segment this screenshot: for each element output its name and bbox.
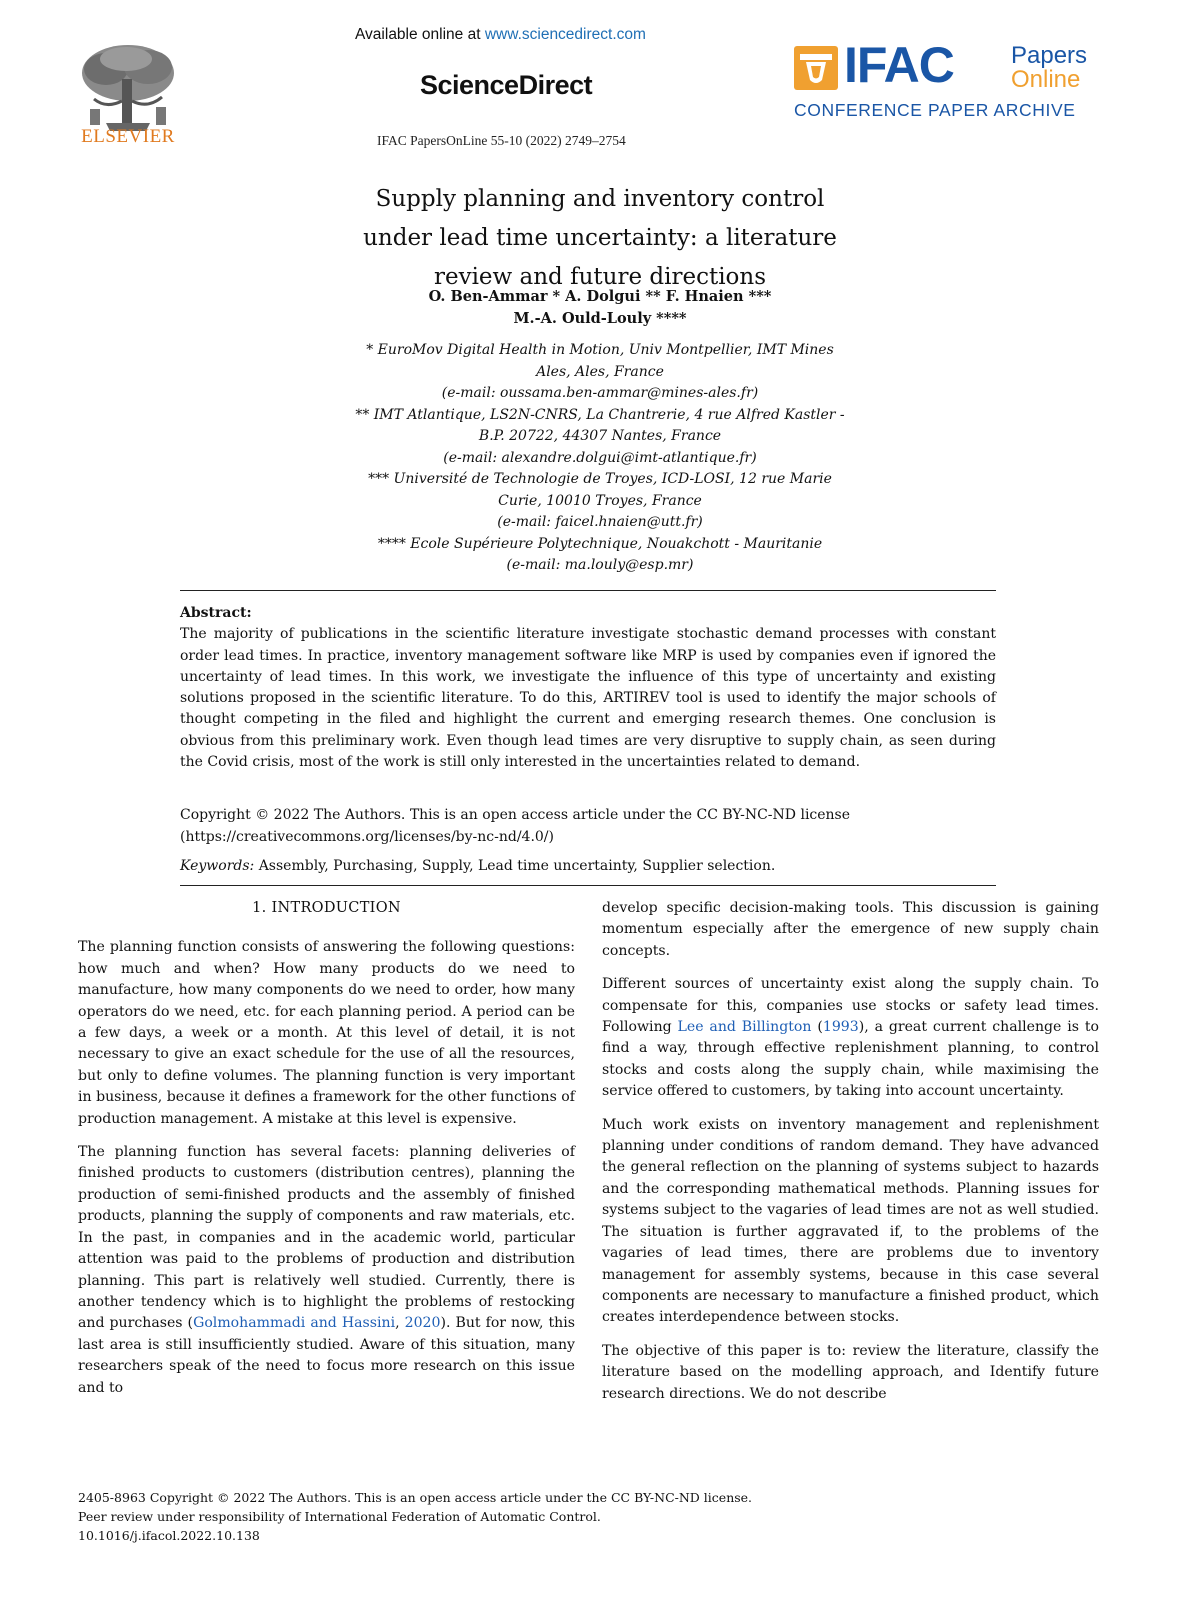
abstract-block bbox=[180, 603, 996, 773]
ifac-wordmark: IFAC bbox=[844, 37, 954, 93]
license-link[interactable]: (https://creativecommons.org/licenses/by-nc-nd/4.0/) bbox=[180, 828, 554, 845]
paragraph-text: ), a great current challenge is to find a way, through effective replenishment planning, to control stocks and costs along the supply chain, while maximising the service offered to customers, by taking into account uncertainty. bbox=[602, 1019, 1099, 1100]
keywords-text: Assembly, Purchasing, Supply, Lead time uncertainty, Supplier selection. bbox=[254, 858, 776, 874]
left-column bbox=[78, 898, 575, 1411]
ifac-online-text: Online bbox=[1011, 66, 1081, 93]
affiliation-line: **** Ecole Supérieure Polytechnique, Nouakchott - Mauritanie bbox=[377, 535, 823, 552]
affiliation-line: *** Université de Technologie de Troyes, ICD-LOSI, 12 rue Marie bbox=[368, 471, 832, 487]
sciencedirect-link[interactable]: www.sciencedirect.com bbox=[484, 26, 646, 43]
ifac-emblem-icon bbox=[794, 46, 838, 90]
paragraph-text: ( bbox=[811, 1019, 823, 1036]
affiliation-email: (e-mail: alexandre.dolgui@imt-atlantique.fr) bbox=[443, 449, 757, 466]
author-list bbox=[200, 286, 1000, 330]
affiliation-email: (e-mail: oussama.ben-ammar@mines-ales.fr) bbox=[441, 385, 759, 401]
authors-line-1: O. Ben-Ammar * A. Dolgui ** F. Hnaien *** bbox=[428, 288, 772, 305]
available-online-label: Available online at bbox=[355, 26, 485, 43]
affiliation-line: ** IMT Atlantique, LS2N-CNRS, La Chantrerie, 4 rue Alfred Kastler - bbox=[355, 406, 845, 423]
title-line-3: review and future directions bbox=[433, 264, 767, 290]
paper-title bbox=[200, 180, 1000, 297]
citation-link[interactable]: 2020 bbox=[404, 1315, 441, 1332]
elsevier-wordmark: ELSEVIER bbox=[81, 126, 175, 147]
affiliation-line: B.P. 20722, 44307 Nantes, France bbox=[478, 428, 722, 444]
affiliation-line: Ales, Ales, France bbox=[536, 363, 664, 380]
abstract-top-rule bbox=[180, 590, 996, 591]
ifac-archive-text: CONFERENCE PAPER ARCHIVE bbox=[794, 100, 1076, 120]
affiliation-line: Curie, 10010 Troyes, France bbox=[498, 492, 702, 509]
affiliation-email: (e-mail: ma.louly@esp.mr) bbox=[506, 557, 694, 573]
available-online-line bbox=[355, 26, 646, 44]
paragraph: The planning function consists of answering the following questions: how much and when? How many products do we need to manufacture, how many components do we need to order, how many operators do we need, etc. for each planning period. A period can be a few days, a week or a month. At this level of detail, it is not necessary to give an exact schedule for the use of all the resources, but only to define volumes. The planning function is very important in business, because it defines a framework for the other functions of production management. A mistake at this level is expensive. bbox=[78, 939, 576, 1127]
paragraph: The objective of this paper is to: review the literature, classify the literature based on the modelling approach, and Identify future research directions. We do not describe bbox=[602, 1342, 1099, 1402]
ifac-papersonline-logo bbox=[794, 37, 1109, 124]
paragraph-text: The planning function has several facets: planning deliveries of finished products to customers (distribution centres), planning the production of semi-finished products and the assembly of finished products, planning the supply of components and raw materials, etc. In the past, in companies and in the academic world, particular attention was paid to the problems of production and distribution planning. This part is relatively well studied. Currently, there is another tendency which is to highlight the problems of restocking and purchases ( bbox=[78, 1144, 575, 1332]
abstract-bottom-rule bbox=[180, 885, 996, 886]
paragraph-text: Different sources of uncertainty exist along the supply chain. To compensate for this, companies use stocks or safety lead times. Following bbox=[602, 976, 1099, 1036]
abstract-heading: Abstract: bbox=[180, 605, 252, 621]
title-line-1: Supply planning and inventory control bbox=[375, 186, 825, 212]
sciencedirect-brand: ScienceDirect bbox=[420, 70, 593, 100]
footer-copyright: 2405-8963 Copyright © 2022 The Authors. This is an open access article under the CC BY-NC-ND license. bbox=[78, 1490, 753, 1505]
citation-link[interactable]: 1993 bbox=[822, 1019, 859, 1036]
paragraph-text: , bbox=[395, 1315, 405, 1332]
paragraph: Much work exists on inventory management and replenishment planning under conditions of random demand. They have advanced the general reflection on the planning of systems subject to hazards and the corresponding mathematical methods. Planning issues for systems subject to the vagaries of lead times are not as well studied. The situation is further aggravated if, to the problems of the vagaries of lead times, there are problems due to inventory management for assembly systems, because in this case several components are necessary to manufacture a finished product, which creates interdependence between stocks. bbox=[602, 1116, 1099, 1326]
keywords-line bbox=[180, 858, 996, 874]
copyright-notice bbox=[180, 805, 996, 848]
paragraph-text: ). But for now, this last area is still insufficiently studied. Aware of this situation, many researchers speak of the need to focus more research on this issue and to bbox=[78, 1315, 575, 1396]
paragraph: develop specific decision-making tools. This discussion is gaining momentum especially after the emergence of new supply chain concepts. bbox=[602, 900, 1099, 959]
right-column bbox=[602, 898, 1099, 1417]
keywords-label: Keywords: bbox=[180, 858, 255, 874]
copyright-line: Copyright © 2022 The Authors. This is an open access article under the CC BY-NC-ND license bbox=[180, 807, 851, 823]
affiliation-line: * EuroMov Digital Health in Motion, Univ Montpellier, IMT Mines bbox=[366, 342, 834, 358]
page-footer bbox=[78, 1488, 752, 1545]
abstract-body: The majority of publications in the scientific literature investigate stochastic demand processes with constant order lead times. In practice, inventory management software like MRP is used by companies even if ignored the uncertainty of lead times. In this work, we investigate the influence of this type of uncertainty and existing solutions proposed in the scientific literature. To do this, ARTIREV tool is used to identify the major schools of thought competing in the filed and highlight the current and emerging research themes. One conclusion is obvious from this preliminary work. Even though lead times are very disruptive to supply chain, as seen during the Covid crisis, most of the work is still only interested in the uncertainties related to demand. bbox=[180, 626, 996, 771]
citation-link[interactable]: Golmohammadi and Hassini bbox=[193, 1315, 396, 1332]
section-heading-introduction: 1. INTRODUCTION bbox=[252, 900, 401, 916]
paragraph bbox=[78, 1142, 575, 1399]
citation-link[interactable]: Lee and Billington bbox=[677, 1019, 812, 1036]
ifac-papers-text: Papers bbox=[1011, 42, 1088, 69]
title-line-2: under lead time uncertainty: a literature bbox=[363, 225, 837, 251]
footer-peer-review: Peer review under responsibility of International Federation of Automatic Control. bbox=[78, 1509, 601, 1524]
paragraph bbox=[602, 974, 1099, 1102]
journal-reference: IFAC PapersOnLine 55-10 (2022) 2749–2754 bbox=[377, 133, 626, 148]
affiliation-email: (e-mail: faicel.hnaien@utt.fr) bbox=[497, 514, 703, 530]
footer-doi[interactable]: 10.1016/j.ifacol.2022.10.138 bbox=[78, 1528, 260, 1543]
authors-line-2: M.-A. Ould-Louly **** bbox=[513, 310, 687, 327]
affiliations bbox=[200, 340, 1000, 577]
